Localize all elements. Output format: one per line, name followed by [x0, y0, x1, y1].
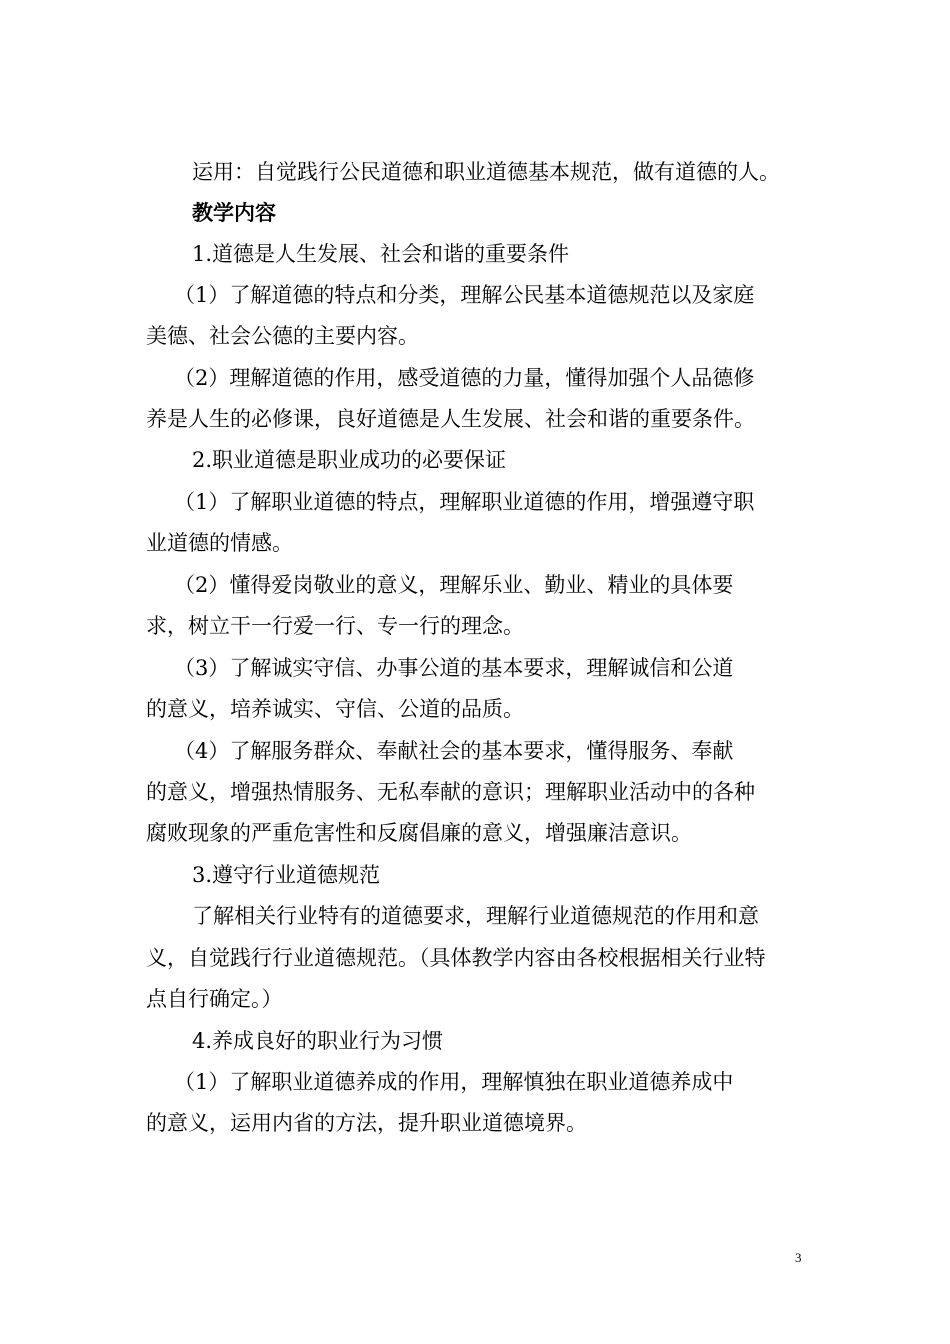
paragraph-line: 运用：自觉践行公民道德和职业道德基本规范，做有道德的人。 — [192, 160, 780, 184]
subsection-heading: 3.遵守行业道德规范 — [192, 863, 381, 887]
subsection-heading: 1.道德是人生发展、社会和谐的重要条件 — [192, 242, 570, 266]
paragraph-line: 了解相关行业特有的道德要求，理解行业道德规范的作用和意 — [192, 904, 759, 928]
paragraph-line: 求，树立干一行爱一行、专一行的理念。 — [146, 614, 524, 638]
paragraph-line: 点自行确定。） — [146, 987, 283, 1011]
paragraph-line: （3）了解诚实守信、办事公道的基本要求，理解诚信和公道 — [174, 656, 734, 680]
paragraph-line: （1）了解职业道德的特点，理解职业道德的作用，增强遵守职 — [174, 490, 755, 514]
subsection-heading: 4.养成良好的职业行为习惯 — [192, 1029, 444, 1053]
paragraph-line: （1）了解道德的特点和分类，理解公民基本道德规范以及家庭 — [174, 283, 755, 307]
page-number: 3 — [795, 1250, 802, 1265]
paragraph-line: （4）了解服务群众、奉献社会的基本要求，懂得服务、奉献 — [174, 739, 734, 763]
paragraph-line: （2）懂得爱岗敬业的意义，理解乐业、勤业、精业的具体要 — [174, 573, 734, 597]
paragraph-line: 业道德的情感。 — [146, 531, 293, 555]
paragraph-line: 的意义，运用内省的方法，提升职业道德境界。 — [146, 1111, 587, 1135]
paragraph-line: 的意义，增强热情服务、无私奉献的意识；理解职业活动中的各种 — [146, 780, 755, 804]
paragraph-line: 的意义，培养诚实、守信、公道的品质。 — [146, 697, 524, 721]
paragraph-line: （2）理解道德的作用，感受道德的力量，懂得加强个人品德修 — [174, 366, 755, 390]
paragraph-line: 美德、社会公德的主要内容。 — [146, 324, 419, 348]
subsection-heading: 2.职业道德是职业成功的必要保证 — [192, 448, 507, 472]
paragraph-line: 义，自觉践行行业道德规范。（具体教学内容由各校根据相关行业特 — [146, 946, 766, 970]
paragraph-line: （1）了解职业道德养成的作用，理解慎独在职业道德养成中 — [174, 1070, 734, 1094]
paragraph-line: 腐败现象的严重危害性和反腐倡廉的意义，增强廉洁意识。 — [146, 821, 692, 845]
paragraph-line: 养是人生的必修课，良好道德是人生发展、社会和谐的重要条件。 — [146, 407, 755, 431]
section-heading: 教学内容 — [192, 201, 276, 225]
